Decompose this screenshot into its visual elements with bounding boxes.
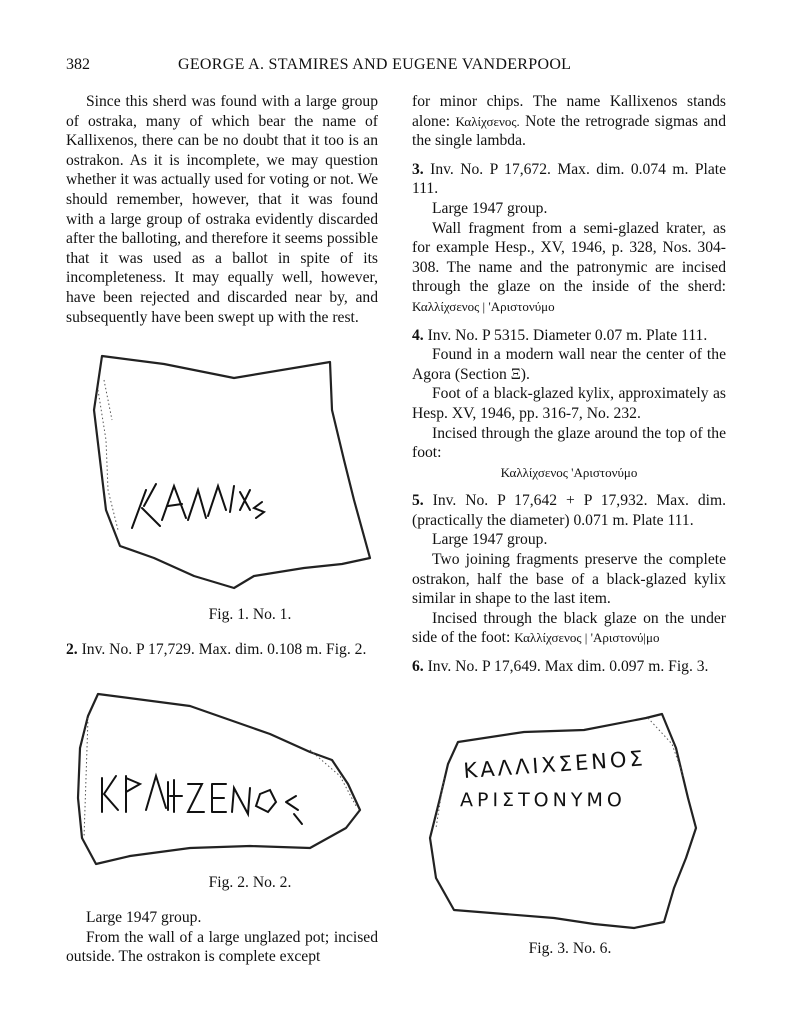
greek-name-kalixsenos: Καλίχσενος.: [455, 113, 520, 129]
entry-3-group: Large 1947 group.: [432, 199, 548, 217]
fig3-inscription-line2: ΑΡΙΣΤΟΝΥΜΟ: [460, 789, 626, 811]
figure-1: [84, 350, 384, 595]
ostrakon-1-drawing: [84, 350, 384, 595]
entry-4-heading: [412, 326, 726, 346]
fig3-caption: Fig. 3. No. 6.: [528, 940, 612, 957]
entry-4-incised: Incised through the glaze around the top of the foot:: [412, 424, 726, 462]
entry-5-greek: Καλλίχσενος | 'Αριστονύ|μο: [514, 630, 660, 646]
fig2-caption: Fig. 2. No. 2.: [208, 874, 292, 891]
fig3-inscription-line1: ΚΑΛΛΙΧΣΕΝΟΣ: [462, 746, 647, 783]
entry-1-continuation: [412, 92, 726, 151]
right-column: [412, 92, 726, 677]
entry-5-heading: [412, 491, 726, 530]
entry-4-find: Found in a modern wall near the center of the Agora (Section Ξ).: [412, 346, 726, 383]
entry-6-number: 6.: [412, 658, 424, 676]
entry-3-description: [412, 219, 726, 317]
entry-4-number: 4.: [412, 326, 424, 344]
entry-5-number: 5.: [412, 492, 424, 510]
fig1-caption: Fig. 1. No. 1.: [208, 606, 292, 623]
entry-6-text: Inv. No. P 17,649. Max dim. 0.097 m. Fig. 3.: [427, 658, 709, 676]
entry-5-text: Inv. No. P 17,642 + P 17,932. Max. dim. (practically the diameter) 0.071 m. Plate 111.: [412, 492, 726, 529]
entry-5-description: Two joining fragments preserve the complete ostrakon, half the base of a black-glazed kylix similar in shape to the last item.: [412, 551, 726, 608]
entry-5-incised: [412, 609, 726, 648]
entry-3-desc-text: Wall fragment from a semi-glazed krater, as for example Hesp., XV, 1946, p. 328, Nos. 304-308. The name and the patronymic are incised through the glaze on the inside of the sherd:: [412, 219, 726, 296]
page-number: 382: [66, 56, 90, 73]
paragraph-sherd-discussion: Since this sherd was found with a large group of ostraka, many of which bear the name of Kallixenos, there can be no doubt that it too is an ostrakon. As it is incomplete, we may question whether it was actually used for voting or not. We should remember, however, that it was found with a large group of ostraka evidently discarded after the balloting, and therefore it seems possible that it was used as a ballot in spite of its incompleteness. It may equally well, however, have been rejected and discarded near by, and subsequently have been swept up with the rest.: [66, 93, 378, 326]
entry-3-number: 3.: [412, 160, 424, 178]
figure-2: [70, 688, 372, 868]
continuation-tail: Note the retrograde sigmas and the single lambda.: [412, 112, 727, 150]
entry-4-greek: Καλλίχσενος 'Αριστονύμο: [500, 464, 638, 480]
entry-5-group: Large 1947 group.: [432, 531, 548, 549]
entry-4-description: Foot of a black-glazed kylix, approximately as Hesp. XV, 1946, pp. 316-7, No. 232.: [412, 385, 726, 422]
continuation-text: for minor chips. The name Kallixenos stands alone:: [412, 93, 726, 130]
entry-2-group: Large 1947 group.: [86, 909, 202, 926]
entry-3-heading: [412, 160, 726, 199]
left-column: [66, 92, 378, 327]
entry-6-heading: [412, 657, 726, 677]
entry-3-greek: Καλλίχσενος | 'Αριστονύμο: [412, 298, 555, 314]
entry-2-number: 2.: [66, 641, 78, 658]
page-header: [66, 56, 726, 80]
entry-2-heading: [66, 640, 378, 660]
entry-5-incised-text: Incised through the black glaze on the under side of the foot:: [412, 609, 726, 647]
entry-2-body: [66, 908, 378, 967]
entry-2-text: Inv. No. P 17,729. Max. dim. 0.108 m. Fig. 2.: [81, 641, 367, 658]
ostrakon-2-drawing: [70, 688, 372, 868]
entry-2-description: From the wall of a large unglazed pot; incised outside. The ostrakon is complete except: [66, 928, 378, 966]
ostrakon-3-drawing: [424, 708, 708, 934]
running-title: GEORGE A. STAMIRES AND EUGENE VANDERPOOL: [178, 56, 572, 73]
entry-3-text: Inv. No. P 17,672. Max. dim. 0.074 m. Plate 111.: [412, 160, 727, 198]
entry-4-text: Inv. No. P 5315. Diameter 0.07 m. Plate 111.: [427, 326, 708, 344]
figure-3: [424, 708, 708, 934]
